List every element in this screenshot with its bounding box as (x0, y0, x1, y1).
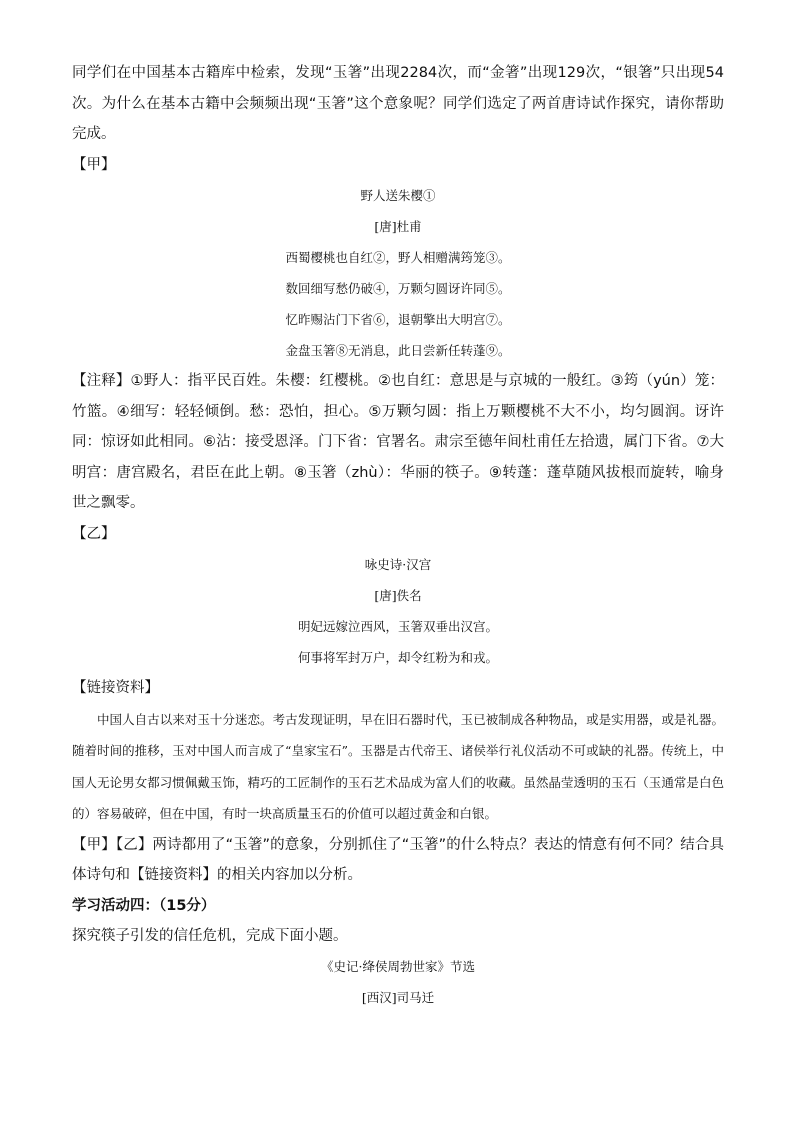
poem-b-title: 咏史诗·汉宫 (364, 557, 432, 572)
poem-a-author: [唐]杜甫 (374, 219, 422, 234)
poem-b (72, 549, 724, 673)
poem-a-line: 西蜀樱桃也自红②，野人相赠满筠笼③。 (285, 250, 511, 265)
activity-title: 学习活动四：（15分） (72, 897, 216, 914)
activity-instruction: 探究筷子引发的信任危机，完成下面小题。 (72, 927, 348, 944)
poem-b-author: [唐]佚名 (374, 588, 422, 603)
poem-a-line: 数回细写愁仍破④，万颗匀圆讶许同⑤。 (285, 281, 511, 296)
poem-a-line: 忆昨赐沾门下省⑥，退朝擎出大明宫⑦。 (285, 312, 511, 327)
poem-a-line: 金盘玉箸⑧无消息，此日尝新任转蓬⑨。 (285, 343, 511, 358)
excerpt-title: 《史记·绛侯周勃世家》节选 (321, 959, 475, 974)
poem-b-marker: 【乙】 (72, 525, 116, 542)
excerpt-author: [西汉]司马迁 (361, 990, 435, 1005)
poem-b-line: 明妃远嫁泣西风，玉箸双垂出汉宫。 (297, 619, 498, 634)
question-paragraph: 【甲】【乙】两诗都用了“玉箸”的意象，分别抓住了“玉箸”的什么特点？表达的情意有何不同？结合具体诗句和【链接资料】的相关内容加以分析。 (72, 836, 724, 883)
document-page (72, 58, 724, 1013)
annotations-paragraph: 【注释】①野人：指平民百姓。朱樱：红樱桃。②也自红：意思是与京城的一般红。③筠（yún）笼：竹篮。④细写：轻轻倾倒。愁：恐怕，担心。⑤万颗匀圆：指上万颗樱桃不大不小，均匀圆润。讶许同：惊讶如此相同。⑥沾：接受恩泽。门下省：官署名。肃宗至德年间杜甫任左拾遗，属门下省。⑦大明宫：唐宫殿名，君臣在此上朝。⑧玉箸（zhù）：华丽的筷子。⑨转蓬：蓬草随风拔根而旋转，喻身世之飘零。 (72, 373, 724, 511)
link-material-marker: 【链接资料】 (72, 680, 159, 696)
link-material-text: 中国人自古以来对玉十分迷恋。考古发现证明，早在旧石器时代，玉已被制成各种物品，或是实用器，或是礼器。随着时间的推移，玉对中国人而言成了“皇家宝石”。玉器是古代帝王、诸侯举行礼仪活动不可或缺的礼器。传统上，中国人无论男女都习惯佩戴玉饰，精巧的工匠制作的玉石艺术品成为富人们的收藏。虽然晶莹透明的玉石（玉通常是白色的）容易破碎，但在中国，有时一块高质量玉石的价值可以超过黄金和白银。 (72, 711, 724, 821)
poem-a-marker: 【甲】 (72, 156, 116, 173)
poem-a (72, 180, 724, 366)
poem-a-title: 野人送朱樱① (360, 188, 436, 203)
poem-b-line: 何事将军封万户，却令红粉为和戎。 (297, 650, 498, 665)
intro-paragraph: 同学们在中国基本古籍库中检索，发现“玉箸”出现2284次，而“金箸”出现129次，“银箸”只出现54次。为什么在基本古籍中会频频出现“玉箸”这个意象呢？同学们选定了两首唐诗试作探究，请你帮助完成。 (72, 65, 724, 142)
